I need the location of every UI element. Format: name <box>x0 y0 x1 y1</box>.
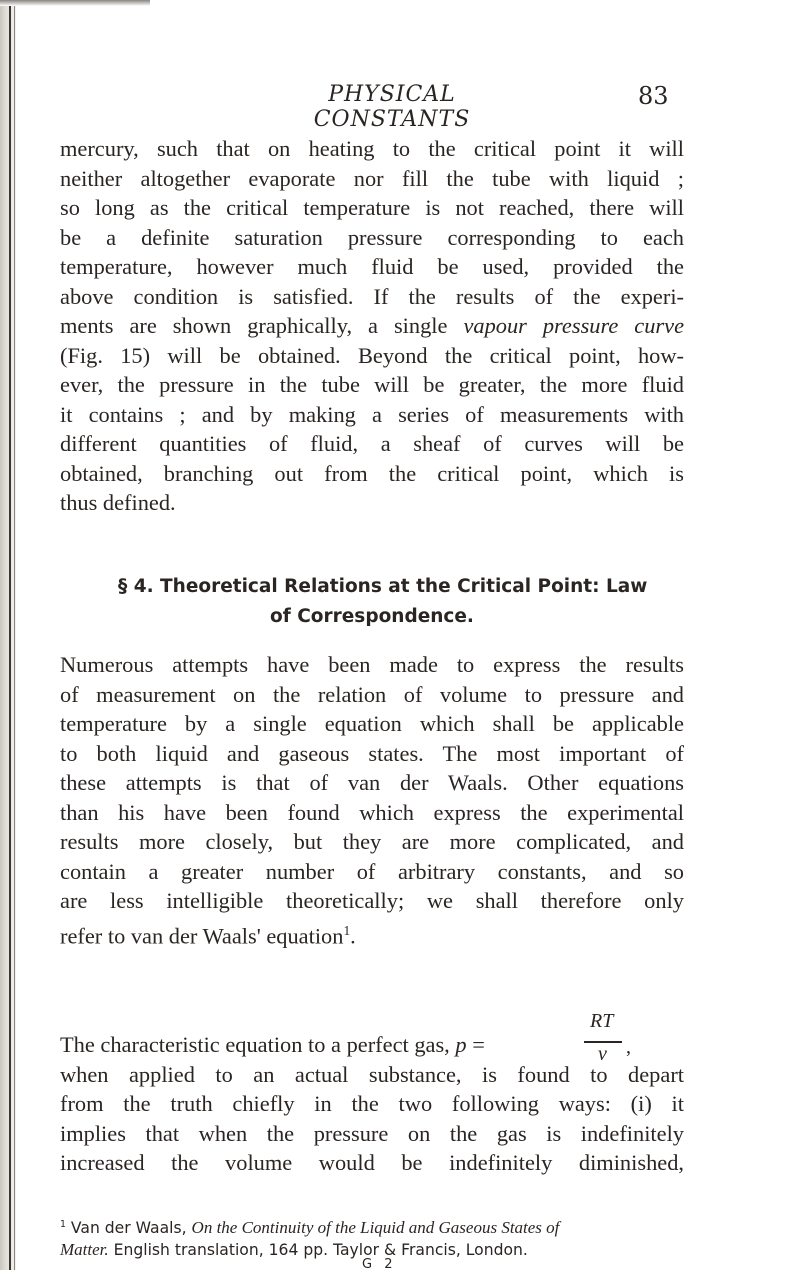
footnote-line-2: Matter. English translation, 164 pp. Taylor & Francis, London. <box>60 1240 528 1260</box>
text-line: of measurement on the relation of volume to pressure and <box>60 681 684 707</box>
section-heading-line-1: § 4. Theoretical Relations at the Critical Point: Law <box>118 576 648 597</box>
text-line: it contains ; and by making a series of measurements with <box>60 401 684 427</box>
text-line: from the truth chiefly in the two following ways: (i) it <box>60 1091 684 1116</box>
paragraph-1 <box>60 134 684 518</box>
text-line: temperature by a single equation which shall be applicable <box>60 711 684 736</box>
binding-edge-line-inner <box>14 0 15 1270</box>
text-line: refer to van der Waals' equation$^1$. <box>60 922 356 948</box>
page-header <box>0 82 800 132</box>
text-line: to both liquid and gaseous states. The most important of <box>60 740 684 766</box>
text-line: be a definite saturation pressure corresponding to each <box>60 224 684 250</box>
text-line: when applied to an actual substance, is found to depart <box>60 1061 684 1087</box>
section-heading <box>60 572 684 632</box>
text-line: The characteristic equation to a perfect gas, p = <box>60 1032 485 1057</box>
text-line: ever, the pressure in the tube will be greater, the more fluid <box>60 372 684 397</box>
text-line: ments are shown graphically, a single vapour pressure curve <box>60 313 685 338</box>
text-line: Numerous attempts have been made to express the results <box>60 652 684 677</box>
text-line: (Fig. 15) will be obtained. Beyond the critical point, how- <box>60 342 684 368</box>
running-title: PHYSICAL CONSTANTS <box>313 82 471 132</box>
fraction-denominator: v <box>598 1043 607 1065</box>
text-line: implies that when the pressure on the gas is indefinitely <box>60 1120 684 1146</box>
footnote-title: On the Continuity of the Liquid and Gaseous States of <box>191 1218 560 1238</box>
footnote-marker[interactable]: 1 <box>343 922 351 938</box>
text-line: mercury, such that on heating to the critical point it will <box>60 136 684 161</box>
text-line: thus defined. <box>60 490 176 515</box>
footnote-line-1: $^1$ Van der Waals, On the Continuity of the Liquid and Gaseous States of <box>60 1218 560 1238</box>
equation-equals: = <box>472 1032 485 1057</box>
text-line: than his have been found which express the experimental <box>60 799 684 825</box>
footnote-number: 1 <box>60 1219 66 1230</box>
printer-signature: G 2 <box>362 1257 397 1272</box>
text-line: so long as the critical temperature is not reached, there will <box>60 195 684 220</box>
fraction-numerator: RT <box>590 1010 614 1032</box>
page-number: 83 <box>638 82 669 110</box>
page-edge-shadow <box>0 0 150 6</box>
text-line: contain a greater number of arbitrary constants, and so <box>60 858 684 884</box>
text-line: different quantities of fluid, a sheaf of curves will be <box>60 431 684 456</box>
equation-fraction <box>584 1010 624 1065</box>
text-line: are less intelligible theoretically; we shall therefore only <box>60 888 684 913</box>
equation-trailing-comma: , <box>626 1036 631 1058</box>
binding-edge-line <box>9 0 11 1270</box>
text-line: above condition is satisfied. If the results of the experi- <box>60 283 684 309</box>
section-heading-line-2: of Correspondence. <box>270 606 474 627</box>
text-line: temperature, however much fluid be used, provided the <box>60 254 684 279</box>
italic-term: vapour pressure curve <box>463 313 685 338</box>
text-line: obtained, branching out from the critical point, which is <box>60 460 684 486</box>
text-line: these attempts is that of van der Waals. Other equations <box>60 770 684 795</box>
paragraph-2 <box>60 650 684 948</box>
text-line: neither altogether evaporate nor fill the tube with liquid ; <box>60 165 684 191</box>
footnote <box>60 1214 684 1261</box>
equation-lhs: p <box>455 1032 467 1057</box>
text-line: increased the volume would be indefinitely diminished, <box>60 1150 684 1175</box>
text-line: results more closely, but they are more complicated, and <box>60 829 684 854</box>
